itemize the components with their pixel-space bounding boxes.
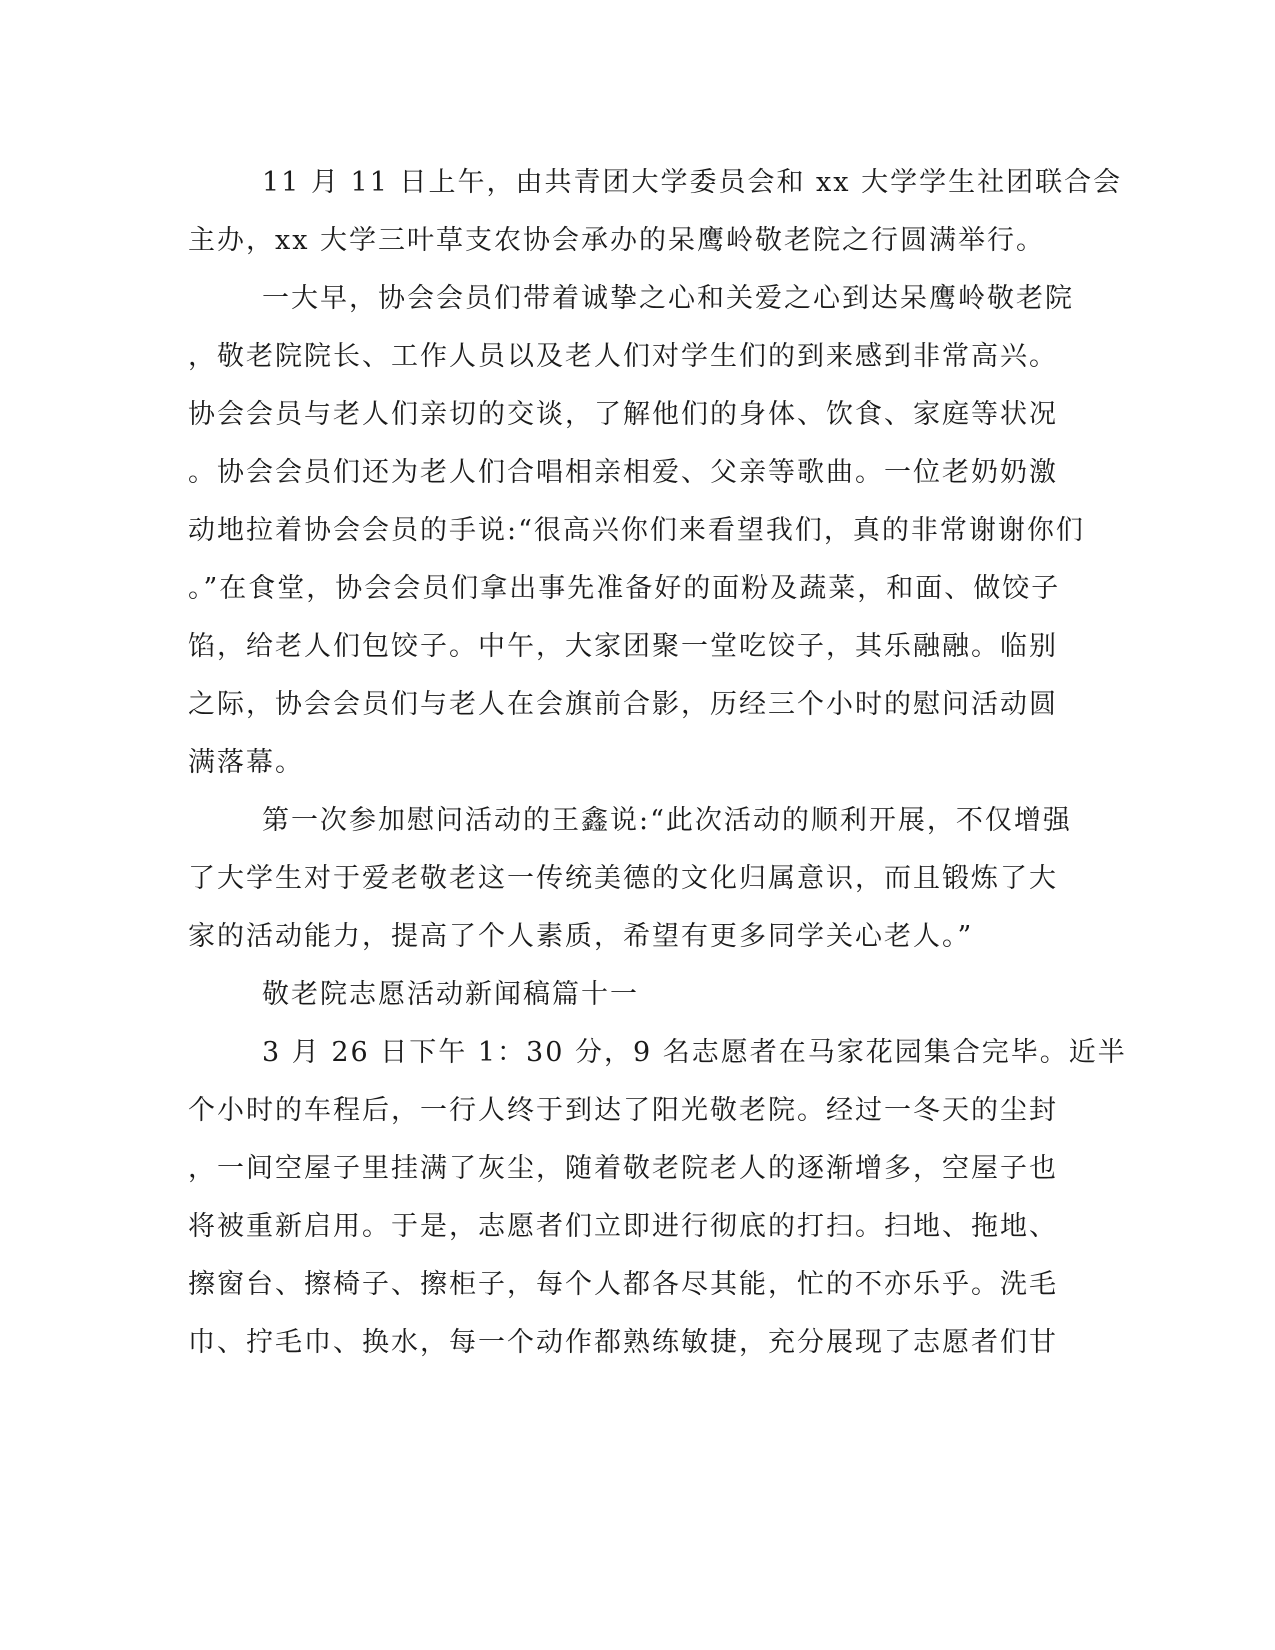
text-line: 一大早，协会会员们带着诚挚之心和关爱之心到达呆鹰岭敬老院 (262, 283, 1074, 314)
text-line: 个小时的车程后，一行人终于到达了阳光敬老院。经过一冬天的尘封 (188, 1095, 1058, 1126)
text-line: 动地拉着协会会员的手说:“很高兴你们来看望我们，真的非常谢谢你们 (188, 515, 1085, 546)
text-line: 。协会会员们还为老人们合唱相亲相爱、父亲等歌曲。一位老奶奶激 (188, 457, 1058, 488)
text-line: 家的活动能力，提高了个人素质，希望有更多同学关心老人。” (188, 921, 974, 952)
text-line: 主办，xx 大学三叶草支农协会承办的呆鹰岭敬老院之行圆满举行。 (188, 225, 1046, 256)
text-line: 协会会员与老人们亲切的交谈，了解他们的身体、饮食、家庭等状况 (188, 399, 1058, 430)
text-line: 满落幕。 (188, 747, 304, 778)
text-line: ，敬老院院长、工作人员以及老人们对学生们的到来感到非常高兴。 (188, 341, 1058, 372)
text-line: 馅，给老人们包饺子。中午，大家团聚一堂吃饺子，其乐融融。临别 (188, 631, 1058, 662)
text-line: 3 月 26 日下午 1：30 分，9 名志愿者在马家花园集合完毕。近半 (262, 1037, 1127, 1068)
text-line: 。”在食堂，协会会员们拿出事先准备好的面粉及蔬菜，和面、做饺子 (188, 573, 1061, 604)
text-line: 第一次参加慰问活动的王鑫说:“此次活动的顺利开展，不仅增强 (262, 805, 1072, 836)
text-line: ，一间空屋子里挂满了灰尘，随着敬老院老人的逐渐增多，空屋子也 (188, 1153, 1058, 1184)
text-line: 擦窗台、擦椅子、擦柜子，每个人都各尽其能，忙的不亦乐乎。洗毛 (188, 1269, 1058, 1300)
text-line: 之际，协会会员们与老人在会旗前合影，历经三个小时的慰问活动圆 (188, 689, 1058, 720)
text-line: 11 月 11 日上午，由共青团大学委员会和 xx 大学学生社团联合会 (262, 167, 1123, 198)
text-line: 巾、拧毛巾、换水，每一个动作都熟练敏捷，充分展现了志愿者们甘 (188, 1327, 1058, 1358)
text-line: 了大学生对于爱老敬老这一传统美德的文化归属意识，而且锻炼了大 (188, 863, 1058, 894)
text-line: 将被重新启用。于是，志愿者们立即进行彻底的打扫。扫地、拖地、 (188, 1211, 1058, 1242)
section-heading: 敬老院志愿活动新闻稿篇十一 (262, 979, 639, 1010)
